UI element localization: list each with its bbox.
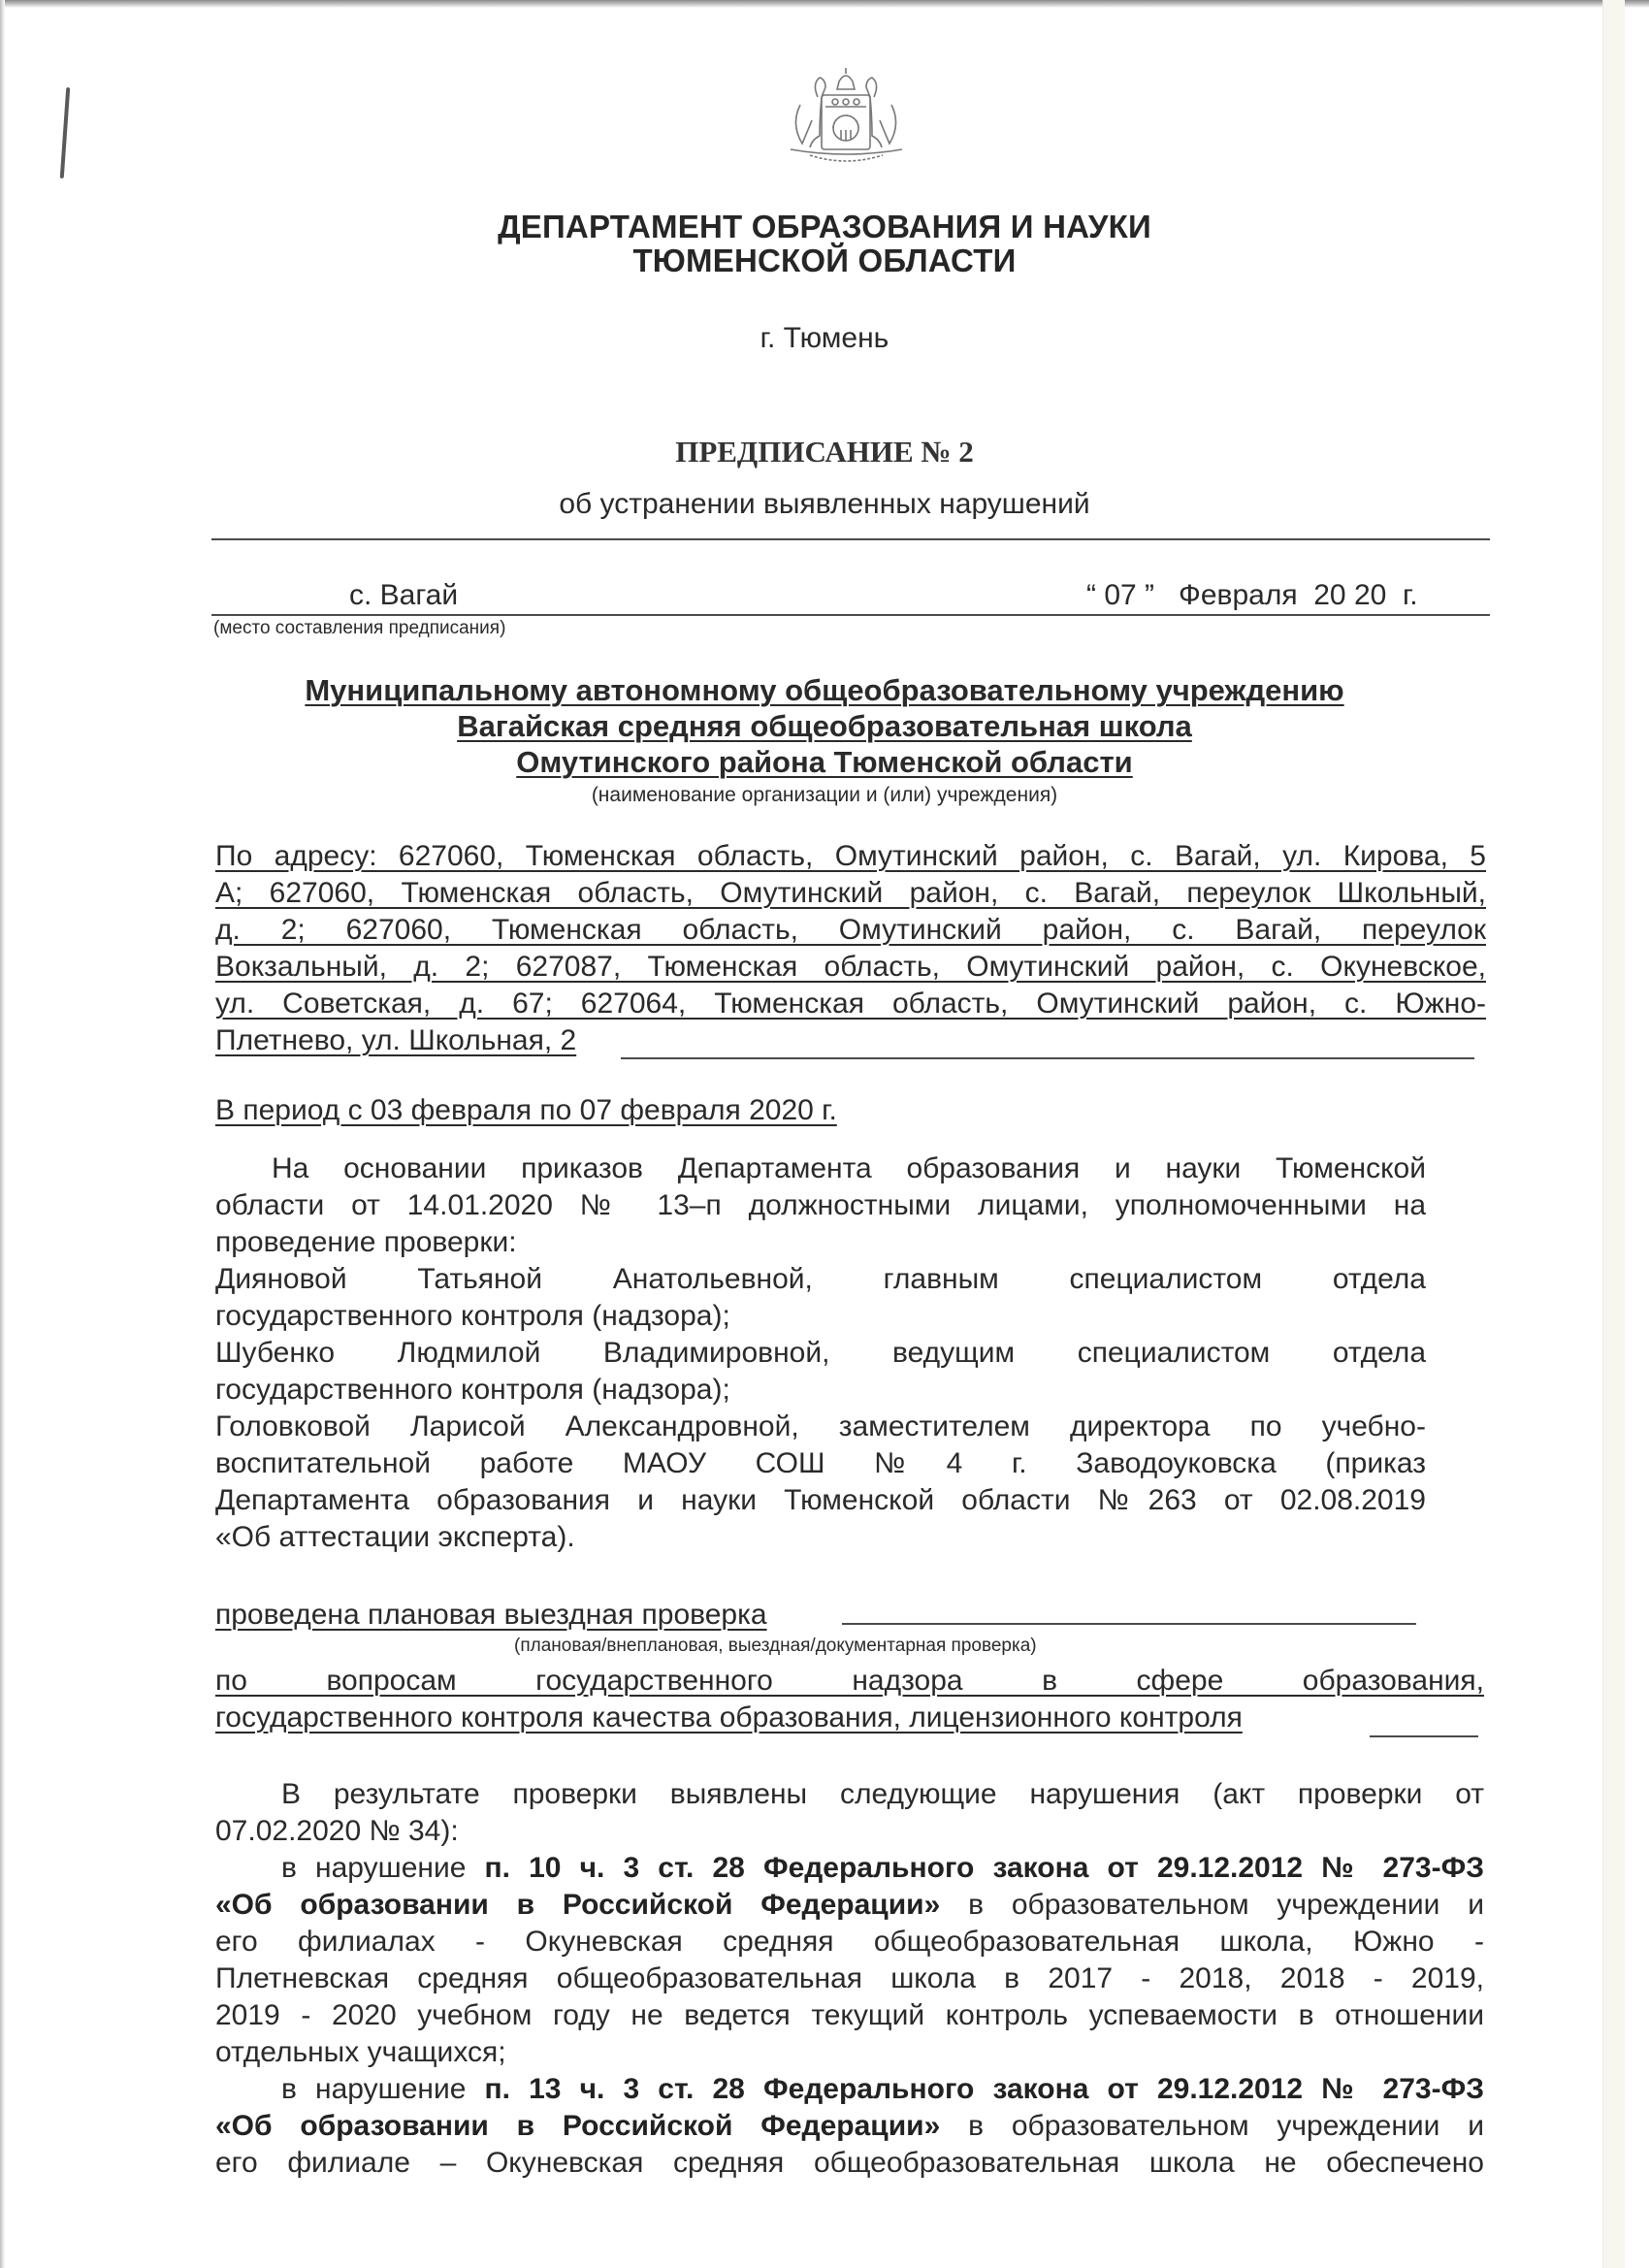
- basis-line: области от 14.01.2020 № 13–п должностными лицами, уполномоченными на: [215, 1189, 1426, 1221]
- violation-1-text: отдельных учащихся;: [215, 2036, 506, 2068]
- address-line: По адресу: 627060, Тюменская область, Омутинский район, с. Вагай, ул. Кирова, 5: [215, 840, 1486, 872]
- violation-2-text: его филиале – Окуневская средняя общеобразовательная школа не обеспечено: [215, 2147, 1484, 2179]
- address-line: д. 2; 627060, Тюменская область, Омутинский район, с. Вагай, переулок: [215, 914, 1486, 946]
- organization-line1: Муниципальному автономному общеобразовательному учреждению: [305, 673, 1344, 707]
- inspection-type-rule: [842, 1623, 1416, 1625]
- address-line: Плетнево, ул. Школьная, 2: [215, 1024, 577, 1056]
- city: г. Тюмень: [760, 322, 889, 354]
- inspector-line: государственного контроля (надзора);: [215, 1374, 730, 1406]
- place: с. Вагай: [349, 579, 459, 611]
- inspection-period: В период с 03 февраля по 07 февраля 2020 г.: [215, 1094, 837, 1126]
- results-intro-line1: В результате проверки выявлены следующие нарушения (акт проверки от: [281, 1778, 1484, 1810]
- inspector-line: воспитательной работе МАОУ СОШ №4 г. Заводоуковска (приказ: [215, 1447, 1426, 1479]
- inspection-scope-line2: государственного контроля качества образования, лицензионного контроля: [215, 1701, 1243, 1733]
- place-caption: (место составления предписания): [213, 618, 506, 638]
- violation-1-line1: в нарушение п. 10 ч. 3 ст. 28 Федерального закона от 29.12.2012 № 273-ФЗ: [281, 1852, 1485, 1884]
- title-rule: [211, 538, 1490, 540]
- basis-line: На основании приказов Департамента образования и науки Тюменской: [272, 1152, 1426, 1184]
- inspector-line: Департамента образования и науки Тюменской области №263 от 02.08.2019: [215, 1484, 1426, 1516]
- coat-of-arms-icon: [771, 66, 922, 168]
- inspector-line: Дияновой Татьяной Анатольевной, главным специалистом отдела: [215, 1263, 1426, 1295]
- organization-line2: Вагайская средняя общеобразовательная школа: [457, 709, 1192, 743]
- inspection-scope-rule: [1370, 1735, 1478, 1737]
- organization-line3: Омутинского района Тюменской области: [516, 745, 1133, 779]
- violation-1-law-ref: п. 10 ч. 3 ст. 28 Федерального закона от 29.12.2012 № 273-ФЗ: [484, 1852, 1485, 1884]
- violation-1-text: его филиалах - Окуневская средняя общеобразовательная школа, Южно -: [215, 1926, 1484, 1958]
- address-fill-rule: [621, 1057, 1474, 1059]
- results-intro-line2: 07.02.2020 № 34):: [215, 1815, 459, 1847]
- violation-2-line1: в нарушение п. 13 ч. 3 ст. 28 Федерального закона от 29.12.2012 № 273-ФЗ: [281, 2073, 1485, 2105]
- document-subtitle: об устранении выявленных нарушений: [559, 488, 1090, 520]
- violation-1-line2: «Об образовании в Российской Федерации» в образовательном учреждении и: [215, 1889, 1484, 1921]
- violation-1-text: Плетневская средняя общеобразовательная школа в 2017 - 2018, 2018 - 2019,: [215, 1962, 1484, 1994]
- violation-2-line2: «Об образовании в Российской Федерации» в образовательном учреждении и: [215, 2110, 1484, 2142]
- inspection-type: проведена плановая выездная проверка: [215, 1599, 767, 1631]
- department-name-line2: ТЮМЕНСКОЙ ОБЛАСТИ: [632, 243, 1017, 278]
- violation-1-law-title: «Об образовании в Российской Федерации»: [215, 1889, 941, 1921]
- violation-2-law-title: «Об образовании в Российской Федерации»: [215, 2110, 941, 2142]
- organization-caption: (наименование организации и (или) учреждения): [591, 784, 1058, 806]
- staple-mark: [60, 87, 71, 178]
- address-line: ул. Советская, д. 67; 627064, Тюменская область, Омутинский район, с. Южно-: [215, 988, 1486, 1020]
- basis-line: проведение проверки:: [215, 1226, 517, 1258]
- date: “ 07 ” Февраля 20 20 г.: [1086, 579, 1418, 611]
- document-title: ПРЕДПИСАНИЕ № 2: [675, 435, 974, 469]
- inspector-line: «Об аттестации эксперта).: [215, 1521, 575, 1553]
- inspector-line: Головковой Ларисой Александровной, заместителем директора по учебно-: [215, 1410, 1426, 1442]
- address-line: Вокзальный, д. 2; 627087, Тюменская область, Омутинский район, с. Окуневское,: [215, 951, 1486, 983]
- inspector-line: Шубенко Людмилой Владимировной, ведущим специалистом отдела: [215, 1337, 1426, 1369]
- violation-1-text: 2019 - 2020 учебном году не ведется текущий контроль успеваемости в отношении: [215, 1999, 1484, 2031]
- inspection-scope-line1: по вопросам государственного надзора в сфере образования,: [215, 1665, 1484, 1697]
- inspector-line: государственного контроля (надзора);: [215, 1300, 730, 1332]
- violation-2-law-ref: п. 13 ч. 3 ст. 28 Федерального закона от 29.12.2012 № 273-ФЗ: [484, 2073, 1485, 2105]
- department-name-line1: ДЕПАРТАМЕНТ ОБРАЗОВАНИЯ И НАУКИ: [498, 209, 1151, 244]
- address-line: А; 627060, Тюменская область, Омутинский район, с. Вагай, переулок Школьный,: [215, 877, 1486, 909]
- scan-top-edge: [0, 0, 1649, 8]
- place-date-rule: [211, 614, 1490, 616]
- inspection-type-caption: (плановая/внеплановая, выездная/документарная проверка): [514, 1636, 1037, 1656]
